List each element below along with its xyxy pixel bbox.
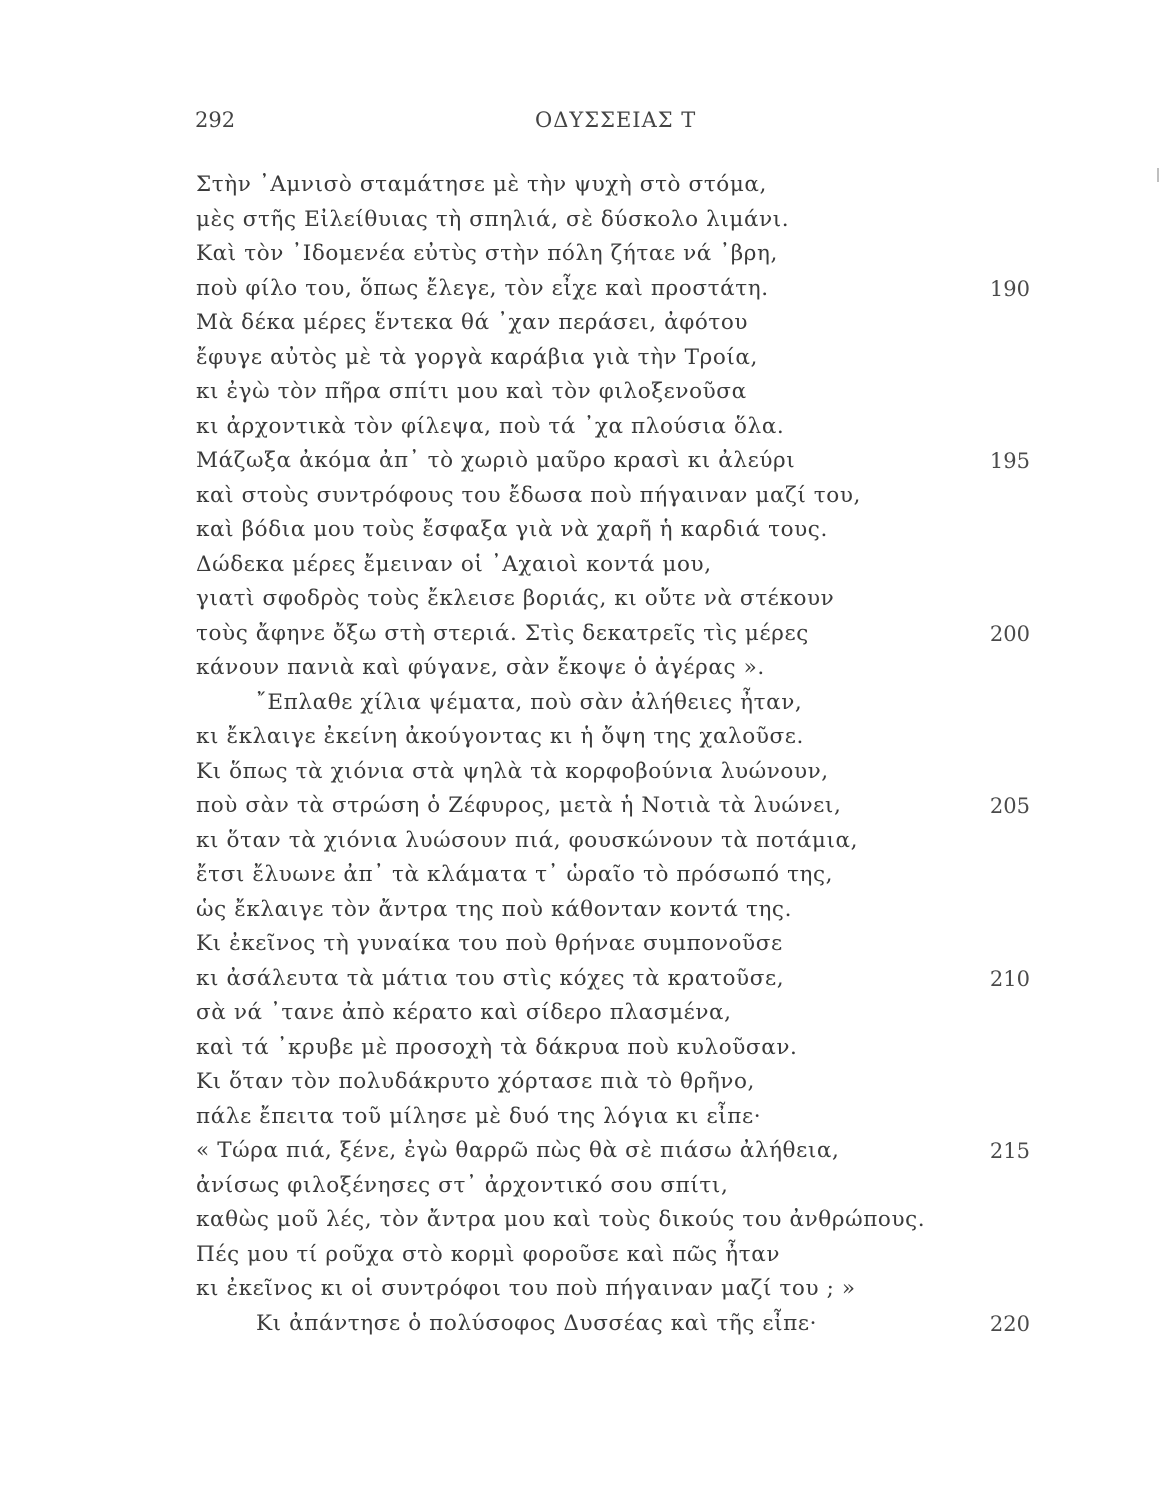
verse-line [0,203,1168,238]
verse-text: ἀνίσως φιλοξένησες στ᾿ ἀρχοντικό σου σπίτι, [196,1172,729,1198]
verse-text: ῎Επλαθε χίλια ψέματα, ποὺ σὰν ἀλήθειες ἦταν, [256,689,803,715]
verse-line [0,1100,1168,1135]
verse-line [0,1031,1168,1066]
verse-line [0,1272,1168,1307]
verse-line [0,513,1168,548]
verse-line [0,996,1168,1031]
verse-text: σὰ νά ᾿τανε ἀπὸ κέρατο καὶ σίδερο πλασμένα, [196,1000,732,1025]
verse-text: κι ἐγὼ τὸν πῆρα σπίτι μου καὶ τὸν φιλοξενοῦσα [196,379,747,404]
verse-text: κι ἀσάλευτα τὰ μάτια του στὶς κόχες τὰ κρατοῦσε, [196,965,785,991]
verse-text: καὶ τά ᾿κρυβε μὲ προσοχὴ τὰ δάκρυα ποὺ κυλοῦσαν. [196,1034,798,1060]
verse-text: γιατὶ σφοδρὸς τοὺς ἔκλεισε βοριάς, κι οὔτε νὰ στέκουν [196,586,835,611]
verse-line [0,341,1168,376]
verse-text: ἔφυγε αὐτὸς μὲ τὰ γοργὰ καράβια γιὰ τὴν Τροία, [196,344,758,370]
verse-text: Στὴν ᾿Αμνισὸ σταμάτησε μὲ τὴν ψυχὴ στὸ στόμα, [196,172,767,197]
verse-line [0,1134,1168,1169]
verse-line [0,1169,1168,1204]
line-number: 205 [989,794,1030,818]
verse-text: κάνουν πανιὰ καὶ φύγανε, σὰν ἔκοψε ὁ ἀγέρας ». [196,655,765,680]
verse-line [0,1203,1168,1238]
verse-line [0,858,1168,893]
verse-line [0,375,1168,410]
verse-line [0,755,1168,790]
verse-text: ποὺ σὰν τὰ στρώση ὁ Ζέφυρος, μετὰ ἡ Νοτιὰ τὰ λυώνει, [196,793,842,818]
verse-line [0,686,1168,721]
verse-text: Πές μου τί ροῦχα στὸ κορμὶ φοροῦσε καὶ πῶς ἦταν [196,1241,781,1267]
verse-line [0,444,1168,479]
verse-line [0,1065,1168,1100]
verse-line [0,651,1168,686]
line-number: 190 [989,276,1030,301]
verse-text: ποὺ φίλο του, ὅπως ἔλεγε, τὸν εἶχε καὶ προστάτη. [196,275,769,301]
verse-text: Δώδεκα μέρες ἔμειναν οἱ ᾿Αχαιοὶ κοντά μου, [196,551,712,577]
verse-line [0,272,1168,307]
verse-block [0,168,1168,1341]
line-number: 215 [989,1139,1030,1163]
line-number: 195 [989,449,1030,473]
verse-line [0,479,1168,514]
verse-text: Μὰ δέκα μέρες ἕντεκα θά ᾿χαν περάσει, ἀφότου [196,310,749,335]
verse-line [0,168,1168,203]
verse-text: Μάζωξα ἀκόμα ἀπ᾿ τὸ χωριὸ μαῦρο κρασὶ κι ἀλεύρι [196,448,796,473]
verse-text: Κι ὅπως τὰ χιόνια στὰ ψηλὰ τὰ κορφοβούνια λυώνουν, [196,758,829,784]
verse-line [0,789,1168,824]
verse-text: τοὺς ἄφηνε ὄξω στὴ στεριά. Στὶς δεκατρεῖς τὶς μέρες [196,620,809,646]
verse-text: καὶ στοὺς συντρόφους του ἔδωσα ποὺ πήγαιναν μαζί του, [196,482,861,508]
line-number: 220 [989,1311,1030,1336]
verse-text: Κι ἀπάντησε ὁ πολύσοφος Δυσσέας καὶ τῆς εἶπε· [256,1310,818,1336]
verse-line [0,962,1168,997]
verse-text: κι ἐκεῖνος κι οἱ συντρόφοι του ποὺ πήγαιναν μαζί του ; » [196,1276,856,1301]
verse-text: Κι ἐκεῖνος τὴ γυναίκα του ποὺ θρήναε συμπονοῦσε [196,931,783,956]
verse-line [0,306,1168,341]
verse-line [0,720,1168,755]
verse-text: ἔτσι ἔλυωνε ἀπ᾿ τὰ κλάματα τ᾿ ὡραῖο τὸ πρόσωπό της, [196,862,834,887]
verse-line [0,1238,1168,1273]
verse-text: « Τώρα πιά, ξένε, ἐγὼ θαρρῶ πὼς θὰ σὲ πιάσω ἀλήθεια, [196,1138,840,1163]
verse-text: κι ἔκλαιγε ἐκείνη ἀκούγοντας κι ἡ ὄψη της χαλοῦσε. [196,724,804,749]
verse-line [0,548,1168,583]
verse-text: κι ὅταν τὰ χιόνια λυώσουν πιά, φουσκώνουν τὰ ποτάμια, [196,827,859,853]
line-number: 210 [989,966,1030,991]
running-head [195,108,995,142]
page-edge-mark [1157,168,1159,182]
verse-text: πάλε ἔπειτα τοῦ μίλησε μὲ δυό της λόγια κι εἶπε· [196,1103,762,1129]
verse-line [0,237,1168,272]
verse-text: μὲς στῆς Εἰλείθυιας τὴ σπηλιά, σὲ δύσκολο λιμάνι. [196,206,790,232]
verse-line [0,824,1168,859]
verse-line [0,617,1168,652]
verse-line [0,927,1168,962]
verse-line [0,1307,1168,1342]
line-number: 200 [989,621,1030,646]
verse-line [0,582,1168,617]
verse-text: καὶ βόδια μου τοὺς ἔσφαξα γιὰ νὰ χαρῆ ἡ καρδιά τους. [196,517,828,542]
verse-line [0,410,1168,445]
page-number: 292 [195,108,236,132]
verse-text: καθὼς μοῦ λές, τὸν ἄντρα μου καὶ τοὺς δικούς του ἀνθρώπους. [196,1207,926,1232]
verse-text: κι ἀρχοντικὰ τὸν φίλεψα, ποὺ τά ᾿χα πλούσια ὅλα. [196,413,785,439]
verse-line [0,893,1168,928]
verse-text: Κι ὅταν τὸν πολυδάκρυτο χόρτασε πιὰ τὸ θρῆνο, [196,1069,755,1094]
running-title: ΟΔΥΣΣΕΙΑΣ Τ [535,108,697,132]
verse-text: ὡς ἔκλαιγε τὸν ἄντρα της ποὺ κάθονταν κοντά της. [196,896,793,922]
verse-text: Καὶ τὸν ᾿Ιδομενέα εὐτὺς στὴν πόλη ζήταε νά ᾿βρη, [196,241,778,266]
